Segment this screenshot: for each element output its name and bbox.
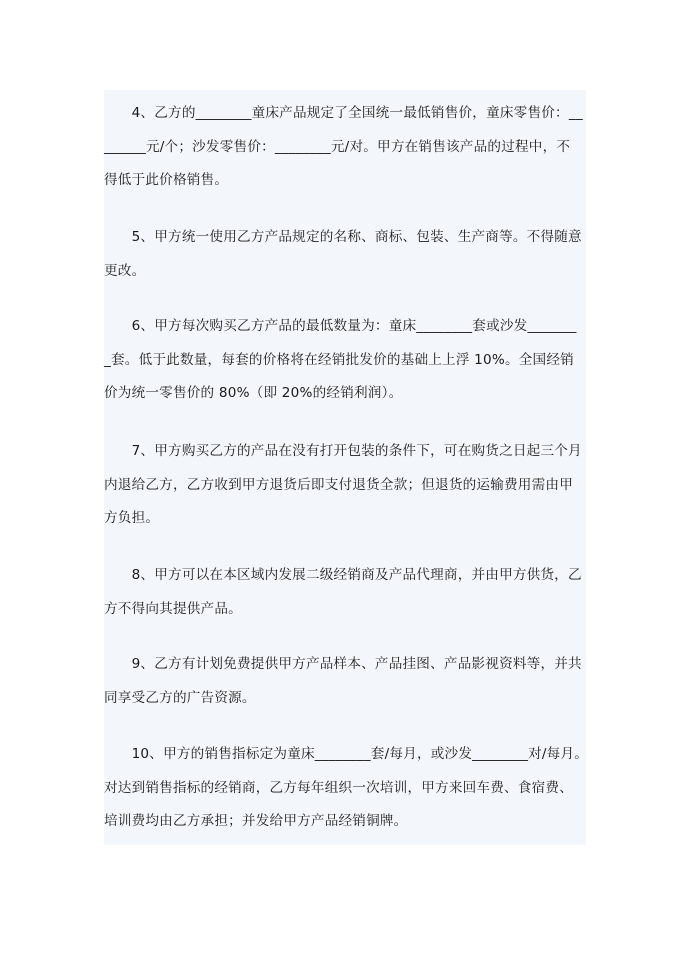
clause-line: 得低于此价格销售。: [104, 172, 229, 188]
clause-8: [104, 559, 588, 626]
clause-line: 8、甲方可以在本区域内发展二级经销商及产品代理商，并由甲方供货，乙: [104, 567, 582, 583]
clause-line: _套。低于此数量，每套的价格将在经销批发价的基础上上浮 10%。全国经销: [104, 351, 574, 368]
clause-line: 内退给乙方，乙方收到甲方退货后即支付退货全款；但退货的运输费用需由甲: [104, 476, 573, 493]
clause-7: [104, 435, 588, 536]
clause-line: 方负担。: [104, 510, 160, 526]
clause-line: 7、甲方购买乙方的产品在没有打开包装的条件下，可在购货之日起三个月: [104, 443, 582, 459]
clause-line: 6、甲方每次购买乙方产品的最低数量为：童床________套或沙发_______: [104, 318, 577, 334]
clause-4: [104, 97, 588, 198]
clause-line: 价为统一零售价的 80%（即 20%的经销利润）。: [104, 385, 403, 401]
clause-6: [104, 310, 588, 411]
clause-line: 同享受乙方的广告资源。: [104, 689, 256, 706]
clause-line: 4、乙方的________童床产品规定了全国统一最低销售价，童床零售价：__: [104, 105, 583, 121]
clause-line: 方不得向其提供产品。: [104, 600, 242, 617]
clause-9: [104, 648, 588, 715]
clause-line: 9、乙方有计划免费提供甲方产品样本、产品挂图、产品影视资料等，并共: [104, 656, 582, 672]
clause-line: ______元/个；沙发零售价：________元/对。甲方在销售该产品的过程中，不: [104, 138, 571, 155]
clause-line: 5、甲方统一使用乙方产品规定的名称、商标、包装、生产商等。不得随意: [104, 229, 582, 245]
clause-10: [104, 738, 588, 839]
clause-line: 培训费均由乙方承担；并发给甲方产品经销铜牌。: [104, 813, 408, 829]
clause-line: 10、甲方的销售指标定为童床________套/每月，或沙发________对/每月。: [104, 746, 589, 762]
clause-5: [104, 221, 588, 288]
clause-line: 对达到销售指标的经销商，乙方每年组织一次培训，甲方来回车费、食宿费、: [104, 779, 573, 796]
clause-line: 更改。: [104, 262, 146, 279]
